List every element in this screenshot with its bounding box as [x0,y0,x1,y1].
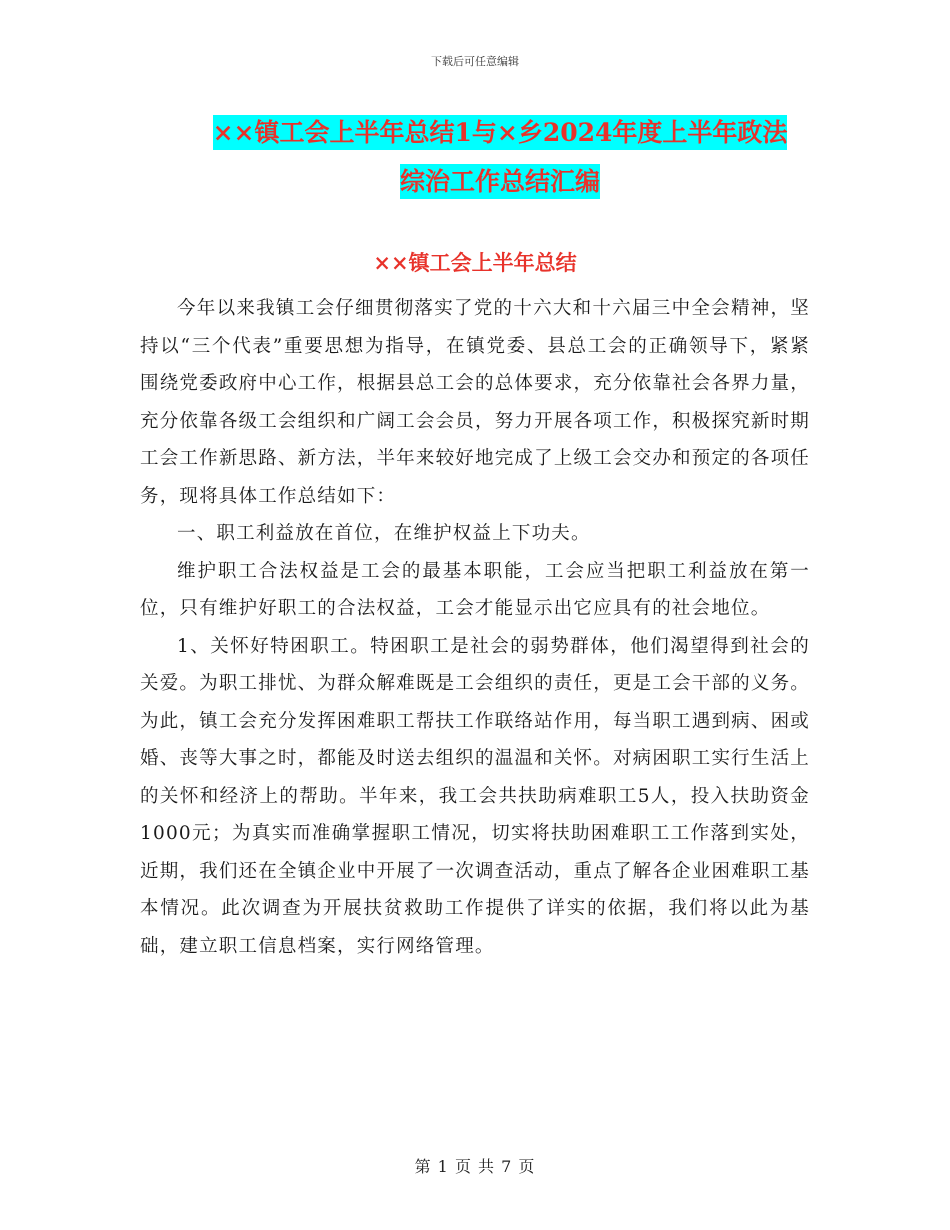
document-title-line-1: ××镇工会上半年总结1与×乡2024年度上半年政法 [213,115,788,150]
paragraph: 一、职工利益放在首位，在维护权益上下功夫。 [177,523,591,544]
paragraph: 1、关怀好特困职工。特困职工是社会的弱势群体，他们渴望得到社会的关爱。为职工排忧、为群众解难既是工会组织的责任，更是工会干部的义务。为此，镇工会充分发挥困难职工帮扶工作联络站作用，每当职工遇到病、困或婚、丧等大事之时，都能及时送去组织的温温和关怀。对病困职工实行生活上的关怀和经济上的帮助。半年来，我工会共扶助病难职工5人，投入扶助资金1000元；为真实而准确掌握职工情况，切实将扶助困难职工工作落到实处，近期，我们还在全镇企业中开展了一次调查活动，重点了解各企业困难职工基本情况。此次调查为开展扶贫救助工作提供了详实的依据，我们将以此为基础，建立职工信息档案，实行网络管理。 [140,635,810,957]
paragraph: 今年以来我镇工会仔细贯彻落实了党的十六大和十六届三中全会精神，坚持以“三个代表”重要思想为指导，在镇党委、县总工会的正确领导下，紧紧围绕党委政府中心工作，根据县总工会的总体要求，充分依靠社会各界力量，充分依靠各级工会组织和广阔工会会员，努力开展各项工作，积极探究新时期工会工作新思路、新方法，半年来较好地完成了上级工会交办和预定的各项任务，现将具体工作总结如下： [140,298,810,507]
header-note: 下载后可任意编辑 [431,55,519,68]
page-footer: 第 1 页 共 7 页 [414,1157,536,1176]
body-text [140,290,810,965]
document-title [140,108,860,206]
paragraph: 维护职工合法权益是工会的最基本职能，工会应当把职工利益放在第一位，只有维护好职工的合法权益，工会才能显示出它应具有的社会地位。 [140,560,810,619]
document-title-line-2: 综治工作总结汇编 [400,164,600,199]
section-title: ××镇工会上半年总结 [373,250,577,275]
